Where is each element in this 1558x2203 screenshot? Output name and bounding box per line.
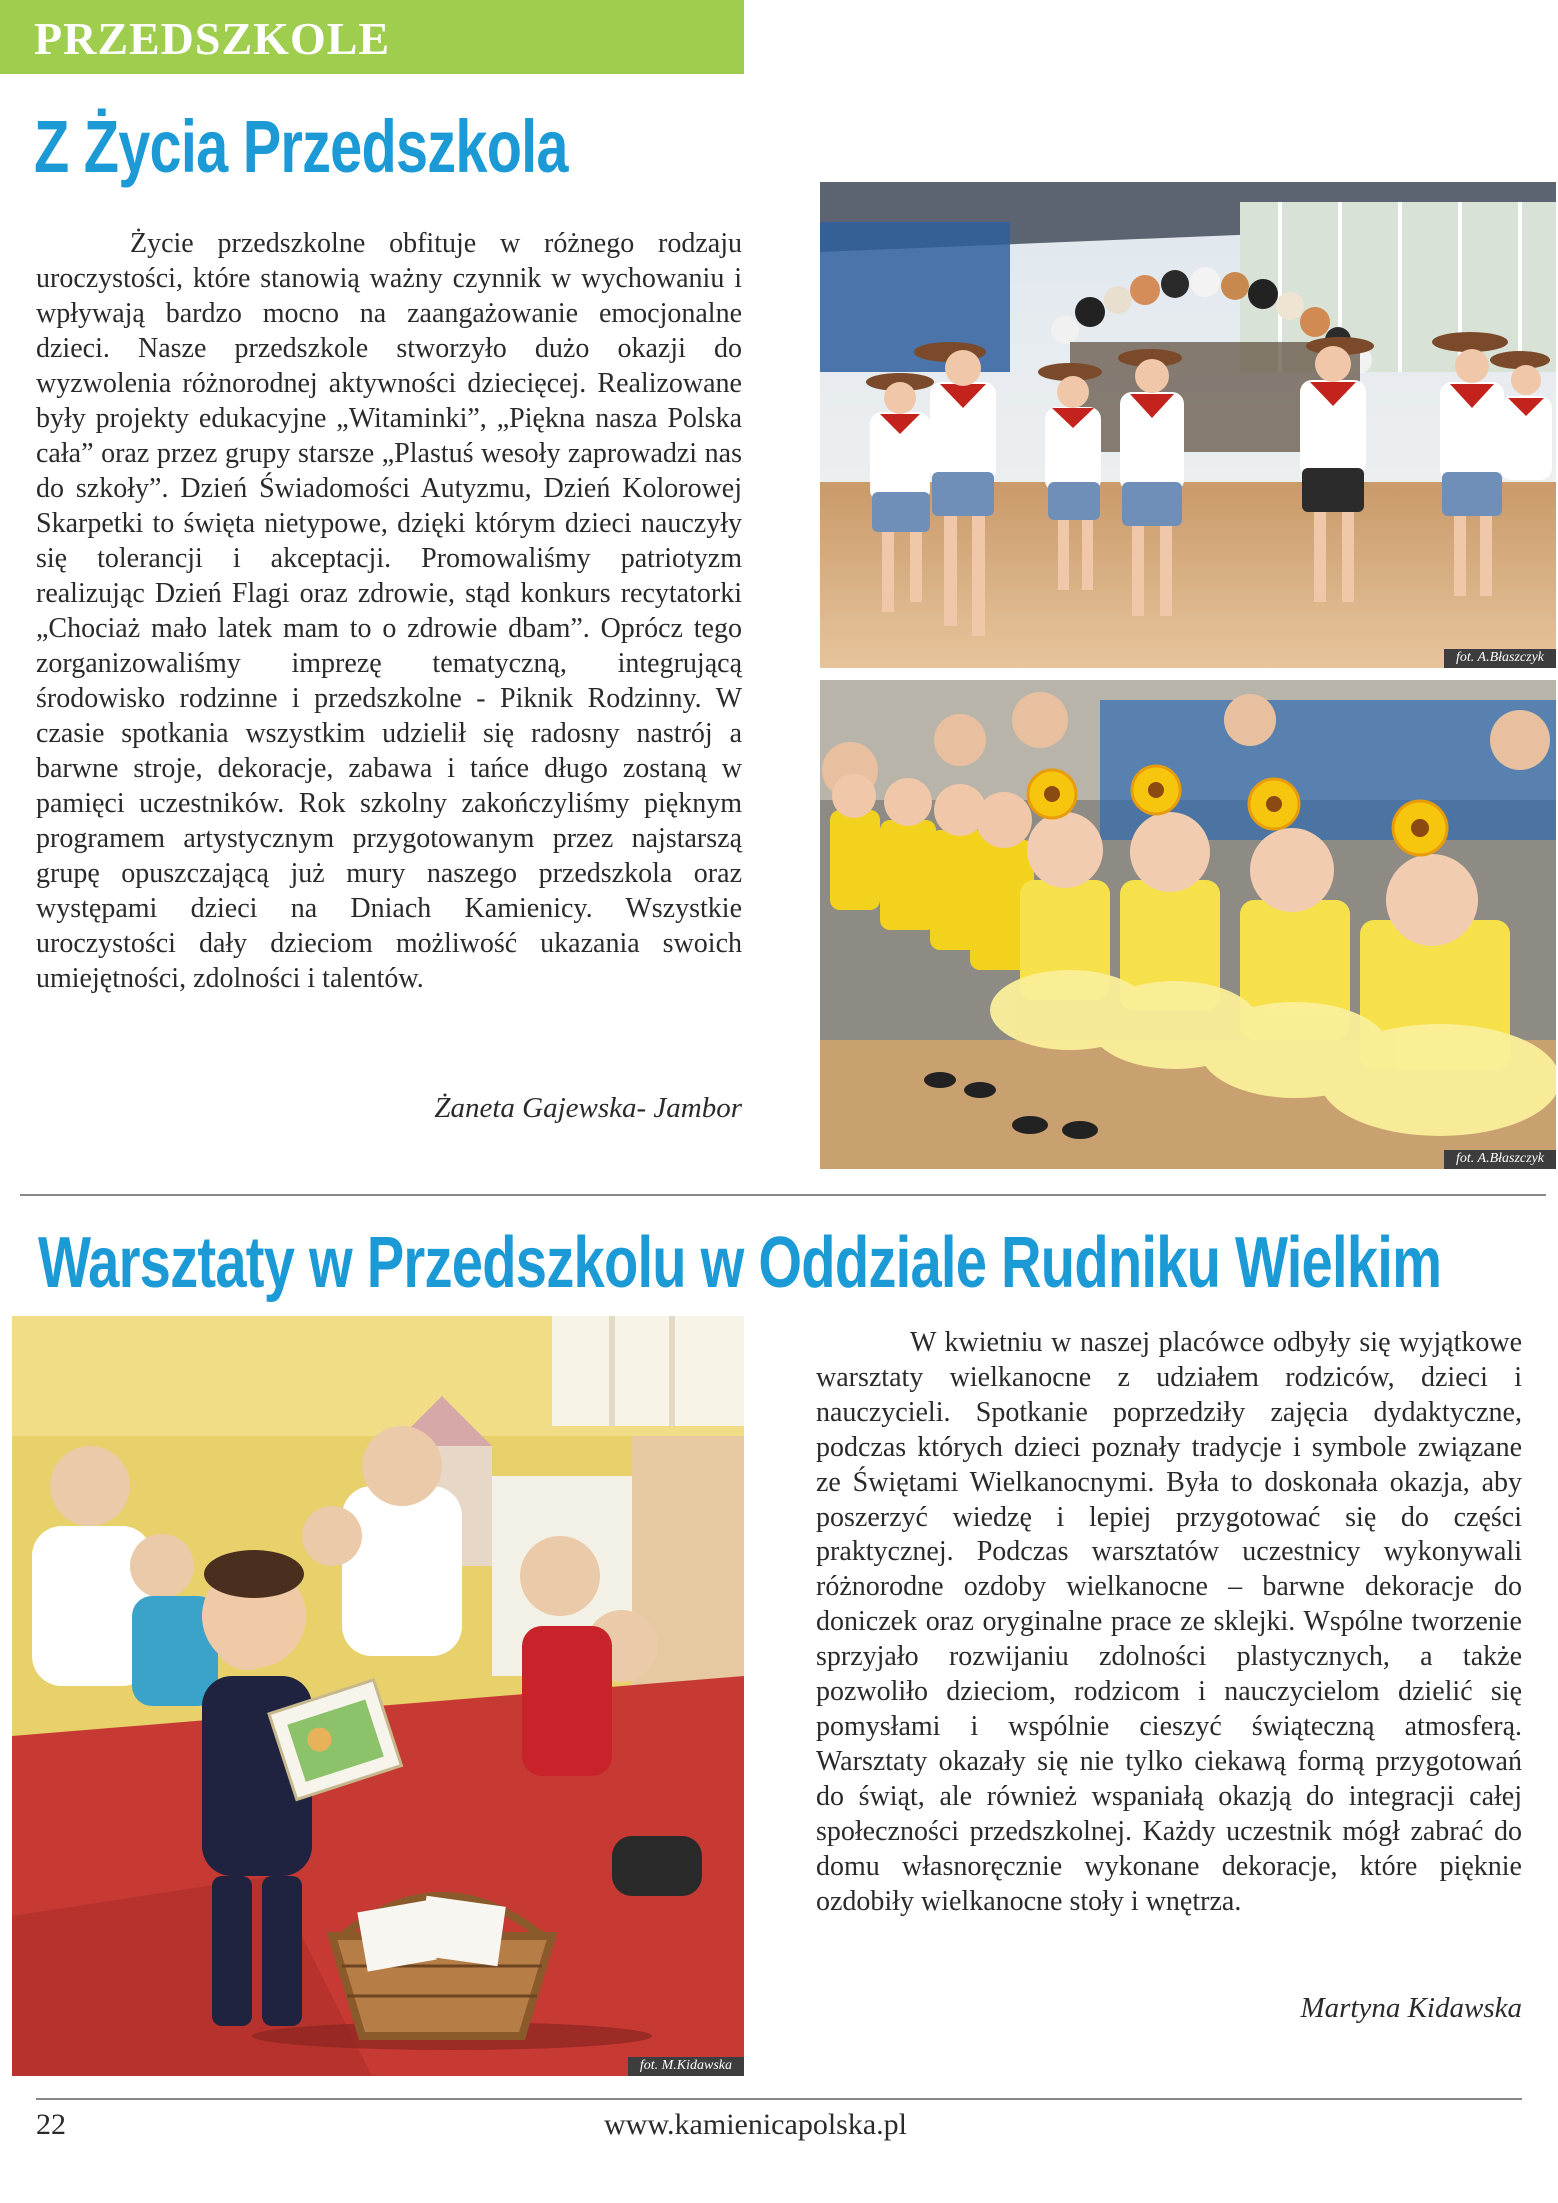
page-number: 22 (36, 2108, 66, 2141)
photo-cowboy-dance (820, 182, 1556, 668)
article1-title: Z Życia Przedszkola (34, 105, 568, 188)
article2-body (816, 1326, 1522, 1919)
photo-easter-workshop (12, 1316, 744, 2076)
website-link[interactable]: www.kamienicapolska.pl (604, 2108, 907, 2141)
article2-paragraph: W kwietniu w naszej placówce odbyły się wyjątkowe warsztaty wielkanocne z udziałem rodziców, dzieci i nauczycieli. Spotkanie poprzedziły zajęcia dydaktyczne, podczas których dzieci poznały tradycje i symbole związane ze Świętami Wielkanocnymi. Była to doskonała okazja, aby poszerzyć wiedzę i lepiej przygotować się do części praktycznej. Podczas warsztatów uczestnicy wykonywali różnorodne ozdoby wielkanocne – barwne dekoracje do doniczek oraz oryginalne prace ze sklejki. Wspólne tworzenie sprzyjało rozwijaniu zdolności plastycznych, a także pozwoliło dzieciom, rodzicom i nauczycielom dzielić się pomysłami i wspólnie cieszyć świąteczną atmosferą. Warsztaty okazały się nie tylko ciekawą formą przygotowań do świąt, ale również wspaniałą okazją do integracji całej społeczności przedszkolnej. Każdy uczestnik mógł zabrać do domu własnoręcznie wykonane dekoracje, które pięknie ozdobiły wielkanocne stoły i wnętrza. (816, 1327, 1522, 1917)
article1-author: Żaneta Gajewska- Jambor (434, 1092, 742, 1124)
photo1-credit: fot. A.Błaszczyk (1444, 649, 1556, 668)
yellow-costumes-image (820, 680, 1556, 1169)
article2-author: Martyna Kidawska (1300, 1992, 1522, 2024)
photo-yellow-costumes (820, 680, 1556, 1169)
section-tag (0, 0, 744, 74)
photo2-credit: fot. A.Błaszczyk (1444, 1150, 1556, 1169)
section-divider (20, 1194, 1546, 1196)
cowboy-dance-image (820, 182, 1556, 668)
article1-paragraph: Życie przedszkolne obfituje w różnego rodzaju uroczystości, które stanowią ważny czynnik w wychowaniu i wpływają bardzo mocno na zaangażowanie emocjonalne dzieci. Nasze przedszkole stworzyło dużo okazji do wyzwolenia różnorodnej aktywności dziecięcej. Realizowane były projekty edukacyjne „Witaminki”, „Piękna nasza Polska cała” oraz przez grupy starsze „Plastuś wesoły zaprowadzi nas do szkoły”. Dzień Świadomości Autyzmu, Dzień Kolorowej Skarpetki to święta nietypowe, dzięki którym dzieci nauczyły się tolerancji i akceptacji. Promowaliśmy patriotyzm realizując Dzień Flagi oraz zdrowie, stąd konkurs recytatorki „Chociaż mało latek mam to o zdrowie dbam”. Oprócz tego zorganizowaliśmy imprezę tematyczną, integrującą środowisko rodzinne i przedszkolne - Piknik Rodzinny. W czasie spotkania wszystkim udzielił się radosny nastrój a barwne stroje, dekoracje, zabawa i tańce długo zostaną w pamięci uczestników. Rok szkolny zakończyliśmy pięknym programem artystycznym przygotowanym przez najstarszą grupę opuszczającą już mury naszego przedszkola oraz występami dzieci na Dniach Kamienicy. Wszystkie uroczystości dały dzieciom możliwość ukazania swoich umiejętności, zdolności i talentów. (36, 228, 742, 994)
article2-title: Warsztaty w Przedszkolu w Oddziale Rudniku Wielkim (38, 1223, 1442, 1303)
section-label: PRZEDSZKOLE (34, 13, 391, 64)
easter-workshop-image (12, 1316, 744, 2076)
photo3-credit: fot. M.Kidawska (628, 2057, 744, 2076)
article1-body (36, 226, 742, 996)
footer-divider (36, 2098, 1522, 2100)
